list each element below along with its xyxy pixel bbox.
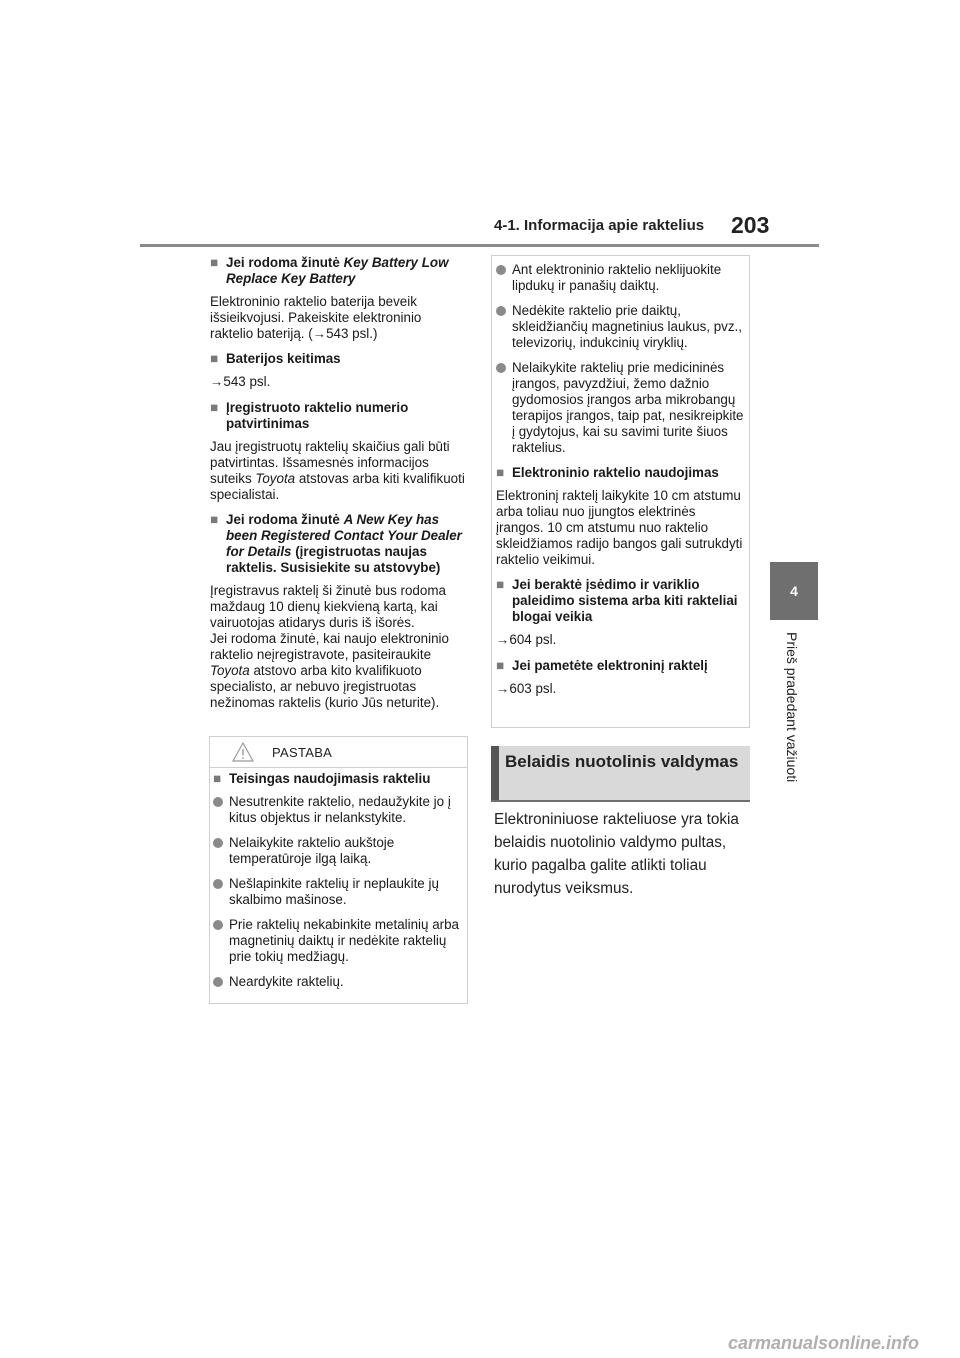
list-item-text: Prie raktelių nekabinkite metalinių arba magnetinių daiktų ir nedėkite raktelių prie tokių medžiagų. xyxy=(229,917,459,964)
square-bullet-icon: ■ xyxy=(210,351,219,366)
list-item xyxy=(496,360,744,456)
heading-italic: A New Key has been Registered Contact Your Dealer for Details xyxy=(226,512,462,559)
section-text: Elektroniniuose rakteliuose yra tokia belaidis nuotolinio valdymo pultas, kurio pagalba galite atlikti toliau nurodytus veiksmus. xyxy=(494,811,739,897)
heading-text: Elektroninio raktelio naudojimas xyxy=(512,465,719,480)
block-text: Įregistravus raktelį ši žinutė bus rodoma maždaug 10 dienų kiekvieną kartą, kai vairuotojas atidarys duris iš išorės. xyxy=(210,583,446,630)
square-bullet-icon: ■ xyxy=(496,465,505,480)
section-heading-rule xyxy=(491,800,750,802)
list-item xyxy=(213,917,463,965)
section-heading xyxy=(491,746,750,800)
dot-bullet-icon xyxy=(213,920,223,930)
block-heading xyxy=(496,658,744,674)
note-box xyxy=(209,736,468,1004)
text-part: Jau įregistruotų raktelių skaičius gali būti patvirtintas. Išsamesnės informacijos suteiks xyxy=(210,439,450,486)
dot-bullet-icon xyxy=(213,879,223,889)
left-column xyxy=(210,255,468,720)
heading-text: Jei beraktė įsėdimo ir variklio paleidimo sistema arba kiti rakteliai blogai veikia xyxy=(512,577,738,624)
block-text: Elektroninį raktelį laikykite 10 cm atstumu arba toliau nuo įjungtos elektrinės įrangos. 10 cm atstumu nuo raktelio skleidžiamos radijo bangos gali sutrukdyti raktelio veikimui. xyxy=(496,488,743,567)
list-item-text: Neardykite raktelių. xyxy=(229,974,344,989)
list-item-text: Ant elektroninio raktelio neklijuokite lipdukų ir panašių daiktų. xyxy=(512,262,722,293)
list-item xyxy=(213,974,463,990)
text-part: Jei rodoma žinutė, kai naujo elektroninio raktelio neįregistravote, pasiteiraukite xyxy=(210,631,449,662)
page-reference: →543 psl. xyxy=(210,374,271,389)
list-item-text: Nešlapinkite raktelių ir neplaukite jų skalbimo mašinose. xyxy=(229,876,439,907)
block-text: Elektroninio raktelio baterija beveik išsieikvojusi. Pakeiskite elektroninio raktelio bateriją. (→543 psl.) xyxy=(210,294,422,341)
list-item xyxy=(496,303,744,351)
page-number: 203 xyxy=(731,212,770,238)
heading-text: Įregistruoto raktelio numerio patvirtinimas xyxy=(226,400,409,431)
dot-bullet-icon xyxy=(213,838,223,848)
square-bullet-icon: ■ xyxy=(210,255,219,270)
list-item xyxy=(496,262,744,294)
note-heading xyxy=(213,771,463,787)
block-text xyxy=(210,631,468,711)
heading-text: Baterijos keitimas xyxy=(226,351,341,366)
square-bullet-icon: ■ xyxy=(213,771,222,786)
block-text xyxy=(210,439,468,503)
note-body xyxy=(213,771,463,999)
page-reference: →604 psl. xyxy=(496,632,557,647)
block-heading xyxy=(210,512,468,576)
note-title: PASTABA xyxy=(272,745,333,760)
square-bullet-icon: ■ xyxy=(496,577,505,592)
heading-tail: (įregistruotas naujas raktelis. Susisiekite su atstovybe) xyxy=(226,544,441,575)
block-heading xyxy=(210,400,468,432)
dot-bullet-icon xyxy=(496,265,506,275)
continued-note-box xyxy=(491,255,750,728)
section-heading-text: Belaidis nuotolinis valdymas xyxy=(505,752,739,771)
note-divider xyxy=(210,767,467,768)
chapter-tab: 4 xyxy=(770,562,818,620)
chapter-label xyxy=(784,632,808,800)
heading-plain: Jei rodoma žinutė xyxy=(226,512,344,527)
block-heading xyxy=(210,351,468,367)
square-bullet-icon: ■ xyxy=(210,512,219,527)
block-heading xyxy=(496,577,744,625)
list-item-text: Nelaikykite raktelio aukštoje temperatūroje ilgą laiką. xyxy=(229,835,395,866)
block-heading xyxy=(496,465,744,481)
dot-bullet-icon xyxy=(213,797,223,807)
list-item xyxy=(213,835,463,867)
list-item-text: Nedėkite raktelio prie daiktų, skleidžiančių magnetinius laukus, pvz., televizorių, indukcinių viryklių. xyxy=(512,303,742,350)
dot-bullet-icon xyxy=(496,306,506,316)
chapter-label-text: Prieš pradedant važiuoti xyxy=(784,632,800,783)
section-heading-bar xyxy=(491,746,499,800)
watermark: carmanualsonline.info xyxy=(728,1333,920,1353)
page-reference: →603 psl. xyxy=(496,681,557,696)
text-part: atstovo arba kito kvalifikuoto specialisto, ar nebuvo įregistruotas nežinomas raktelis (kurio Jūs neturite). xyxy=(210,663,440,710)
brand-name: Toyota xyxy=(210,663,250,678)
square-bullet-icon: ■ xyxy=(496,658,505,673)
list-item-text: Nesutrenkite raktelio, nedaužykite jo į kitus objektus ir nelankstykite. xyxy=(229,794,451,825)
continued-note-body xyxy=(496,262,744,707)
text-part: atstovas arba kiti kvalifikuoti specialistai. xyxy=(210,471,465,502)
heading-plain: Jei rodoma žinutė xyxy=(226,255,344,270)
square-bullet-icon: ■ xyxy=(210,400,219,415)
brand-name: Toyota xyxy=(255,471,296,486)
block-heading xyxy=(210,255,468,287)
list-item xyxy=(213,876,463,908)
section-title: 4-1. Informacija apie raktelius xyxy=(494,217,705,234)
note-header xyxy=(210,737,467,763)
list-item xyxy=(213,794,463,826)
header-rule xyxy=(140,244,819,247)
dot-bullet-icon xyxy=(496,363,506,373)
heading-italic: Key Battery Low Replace Key Battery xyxy=(226,255,449,286)
list-item-text: Nelaikykite raktelių prie medicininės įrangos, pavyzdžiui, žemo dažnio gydomosios įrangos arba mikrobangų terapijos įrangos, taip pat, nesikreipkite į gydytojus, kai su savimi turite šiuos raktelius. xyxy=(512,360,744,455)
warning-triangle-icon xyxy=(232,742,254,762)
dot-bullet-icon xyxy=(213,977,223,987)
heading-text: Jei pametėte elektroninį raktelį xyxy=(512,658,708,673)
heading-text: Teisingas naudojimasis rakteliu xyxy=(229,771,431,786)
